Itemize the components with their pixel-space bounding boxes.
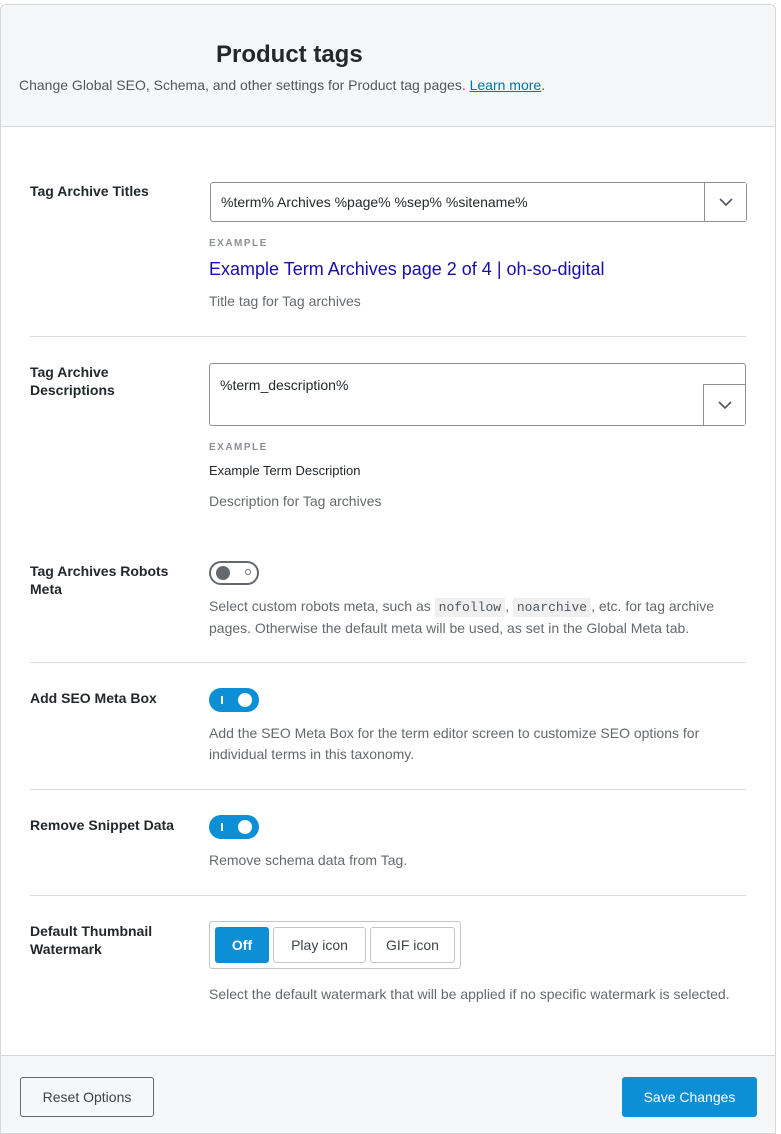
toggle-knob <box>238 820 252 834</box>
watermark-options <box>209 921 461 969</box>
subtitle-text: Change Global SEO, Schema, and other settings for Product tag pages. <box>19 77 466 93</box>
seo-meta-box-description: Add the SEO Meta Box for the term editor screen to customize SEO options for individual terms in this taxonomy. <box>209 725 700 762</box>
robots-meta-toggle[interactable] <box>209 561 259 585</box>
divider <box>30 789 746 790</box>
toggle-knob <box>238 693 252 707</box>
learn-more-link[interactable]: Learn more <box>469 77 542 93</box>
toggle-knob <box>216 566 230 580</box>
tag-archive-descriptions-input[interactable] <box>209 363 746 426</box>
toggle-on-indicator <box>221 696 223 704</box>
remove-snippet-data-label: Remove Snippet Data <box>30 817 174 833</box>
tag-archive-descriptions-label: Tag Archive Descriptions <box>30 364 115 398</box>
tag-archive-titles-input[interactable] <box>210 182 747 222</box>
chevron-down-icon <box>718 401 732 410</box>
watermark-option-play-icon[interactable]: Play icon <box>273 927 366 963</box>
subtitle-period: . <box>541 77 546 93</box>
seo-meta-box-toggle[interactable] <box>209 688 259 712</box>
tag-archive-titles-value: %term% Archives %page% %sep% %sitename% <box>221 194 528 210</box>
example-label: EXAMPLE <box>209 442 268 453</box>
toggle-off-indicator <box>245 569 251 575</box>
reset-options-button[interactable]: Reset Options <box>20 1077 154 1117</box>
watermark-description: Select the default watermark that will be applied if no specific watermark is selected. <box>209 986 730 1002</box>
divider <box>30 336 746 337</box>
page-edge <box>776 0 781 1134</box>
watermark-option-gif-icon[interactable]: GIF icon <box>370 927 455 963</box>
snippet-data-description: Remove schema data from Tag. <box>209 852 408 868</box>
robots-desc-text: Select custom robots meta, such as <box>209 598 431 614</box>
example-label: EXAMPLE <box>209 238 268 249</box>
robots-meta-description <box>209 596 739 639</box>
variables-dropdown-button[interactable] <box>704 183 746 221</box>
snippet-data-toggle[interactable] <box>209 815 259 839</box>
noarchive-code: noarchive <box>513 598 591 617</box>
tag-archive-titles-description: Title tag for Tag archives <box>209 293 361 309</box>
toggle-on-indicator <box>221 823 223 831</box>
example-description-preview: Example Term Description <box>209 463 361 478</box>
settings-panel <box>0 4 776 1134</box>
chevron-down-icon <box>719 198 733 207</box>
divider <box>30 895 746 896</box>
example-title-preview: Example Term Archives page 2 of 4 | oh-so-digital <box>209 259 605 279</box>
save-changes-button[interactable]: Save Changes <box>622 1077 757 1117</box>
default-thumbnail-watermark-label: Default Thumbnail Watermark <box>30 923 153 957</box>
robots-desc-line2: pages. Otherwise the default meta will be used, as set in the Global Meta tab. <box>209 620 690 636</box>
watermark-option-off[interactable]: Off <box>215 927 269 963</box>
add-seo-meta-box-label: Add SEO Meta Box <box>30 690 157 706</box>
robots-desc-text-after: , etc. for tag archive <box>591 598 715 614</box>
robots-desc-comma: , <box>505 598 509 614</box>
variables-dropdown-button[interactable] <box>703 384 745 425</box>
nofollow-code: nofollow <box>435 598 505 617</box>
divider <box>30 662 746 663</box>
panel-header <box>1 5 775 127</box>
tag-archive-descriptions-description: Description for Tag archives <box>209 493 382 509</box>
page-title: Product tags <box>216 41 363 68</box>
tag-archive-descriptions-value: %term_description% <box>220 377 349 393</box>
panel-footer <box>1 1055 775 1134</box>
tag-archives-robots-meta-label: Tag Archives Robots Meta <box>30 563 169 597</box>
page-subtitle <box>19 77 545 93</box>
tag-archive-titles-label: Tag Archive Titles <box>30 183 149 199</box>
